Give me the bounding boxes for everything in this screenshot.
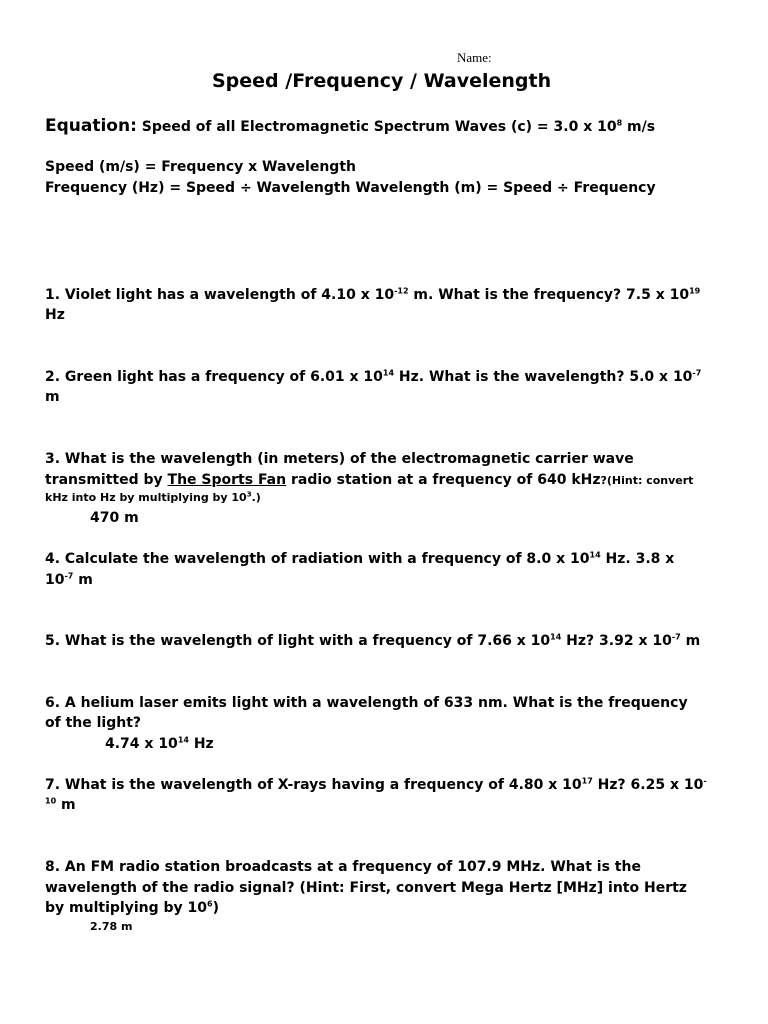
q7-exp-2a: - (703, 776, 707, 786)
question-7-line-1 (45, 776, 707, 794)
q8-exp: 6 (206, 899, 213, 909)
q3-hint-exp: 3 (246, 490, 252, 499)
q3-hint-end: .) (251, 491, 261, 504)
q1-exp-1: -12 (394, 286, 409, 296)
q3-text-a: transmitted by (45, 472, 168, 488)
question-6-line-2: of the light? (45, 715, 142, 731)
question-6-line-1: 6. A helium laser emits light with a wavelength of 633 nm. What is the frequency (45, 695, 688, 711)
question-8-line-1: 8. An FM radio station broadcasts at a frequency of 107.9 MHz. What is the (45, 859, 641, 875)
q5-text-a: 5. What is the wavelength of light with a frequency of 7.66 x 10 (45, 633, 551, 649)
q8-text-a: by multiplying by 10 (45, 900, 207, 916)
q4-text-c: 10 (45, 572, 65, 588)
equation-unit: m/s (622, 119, 656, 135)
equation-exponent: 8 (616, 118, 623, 128)
q5-text-c: m (680, 633, 701, 649)
q3-hint-start: ?(Hint: convert (600, 474, 694, 487)
question-4-line-1 (45, 550, 674, 568)
q7-text-b: Hz? 6.25 x 10 (592, 777, 704, 793)
question-3-line-1: 3. What is the wavelength (in meters) of the electromagnetic carrier wave (45, 451, 634, 467)
q6-answer-unit: Hz (188, 736, 214, 752)
question-3-line-2 (45, 471, 693, 490)
q4-text-b: Hz. 3.8 x (600, 551, 675, 567)
equation-label: Equation: (45, 116, 137, 136)
q6-answer-text: 4.74 x 10 (105, 736, 178, 752)
question-8-line-3 (45, 899, 219, 917)
formula-speed: Speed (m/s) = Frequency x Wavelength (45, 159, 356, 175)
q4-text-a: 4. Calculate the wavelength of radiation with a frequency of 8.0 x 10 (45, 551, 590, 567)
question-8-answer: 2.78 m (90, 920, 133, 933)
question-5 (45, 632, 700, 650)
q2-exp-2: -7 (692, 368, 702, 378)
q2-text-a: 2. Green light has a frequency of 6.01 x 10 (45, 369, 383, 385)
q1-text-a: 1. Violet light has a wavelength of 4.10 x 10 (45, 287, 395, 303)
equation-text: Speed of all Electromagnetic Spectrum Waves (c) = 3.0 x 10 (141, 119, 617, 135)
question-6-answer (105, 735, 214, 753)
name-label: Name: (457, 50, 492, 65)
question-3-answer: 470 m (90, 510, 139, 526)
question-4-line-2 (45, 571, 93, 589)
q4-exp-2: -7 (64, 571, 74, 581)
equation-line (45, 116, 655, 136)
q3-text-b: radio station at a frequency of 640 kHz (286, 472, 601, 488)
q4-exp-1: 14 (589, 550, 601, 560)
q5-exp-2: -7 (671, 632, 681, 642)
q5-exp-1: 14 (550, 632, 562, 642)
q7-exp-1: 17 (581, 776, 593, 786)
q7-text-a: 7. What is the wavelength of X-rays having a frequency of 4.80 x 10 (45, 777, 582, 793)
q6-answer-exp: 14 (177, 735, 189, 745)
q3-hint-text: kHz into Hz by multiplying by 10 (45, 491, 247, 504)
question-7-line-2 (45, 796, 76, 814)
q3-station-name: The Sports Fan (167, 472, 287, 488)
q8-text-b: ) (212, 900, 219, 916)
question-1-line-1 (45, 286, 700, 304)
q7-exp-2b: 10 (45, 796, 57, 806)
q7-text-c: m (56, 797, 76, 813)
q2-exp-1: 14 (382, 368, 395, 378)
question-2-line-2: m (45, 389, 60, 405)
question-1-line-2: Hz (45, 307, 65, 323)
q1-exp-2: 19 (689, 286, 701, 296)
formula-frequency-wavelength: Frequency (Hz) = Speed ÷ Wavelength Wavelength (m) = Speed ÷ Frequency (45, 180, 656, 196)
q1-text-b: m. What is the frequency? 7.5 x 10 (408, 287, 690, 303)
question-2-line-1 (45, 368, 701, 386)
page-title: Speed /Frequency / Wavelength (212, 70, 552, 92)
q2-text-b: Hz. What is the wavelength? 5.0 x 10 (394, 369, 693, 385)
question-3-hint (45, 491, 261, 504)
question-8-line-2: wavelength of the radio signal? (Hint: First, convert Mega Hertz [MHz] into Hertz (45, 880, 687, 896)
q4-text-d: m (73, 572, 93, 588)
q5-text-b: Hz? 3.92 x 10 (561, 633, 672, 649)
